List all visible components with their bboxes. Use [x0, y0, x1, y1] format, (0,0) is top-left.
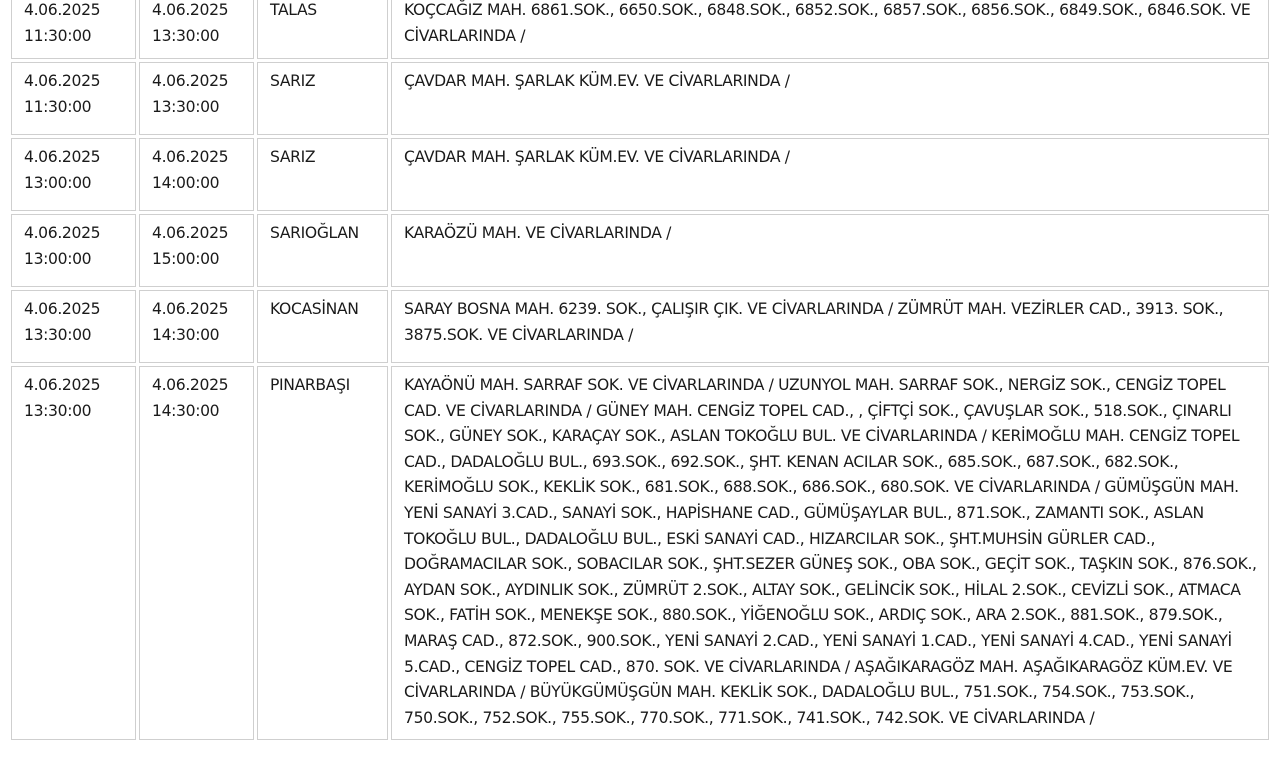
table-row	[11, 138, 1269, 211]
end-time-cell: 4.06.2025 14:00:00	[139, 138, 254, 211]
district-cell: SARIOĞLAN	[257, 214, 388, 287]
start-time-cell: 4.06.2025 13:00:00	[11, 138, 136, 211]
table-row	[11, 366, 1269, 740]
affected-area-cell: KARAÖZÜ MAH. VE CİVARLARINDA /	[391, 214, 1269, 287]
start-time-cell: 4.06.2025 13:30:00	[11, 290, 136, 363]
district-cell: TALAS	[257, 0, 388, 59]
table-row	[11, 0, 1269, 59]
table-row	[11, 290, 1269, 363]
affected-area-cell: ÇAVDAR MAH. ŞARLAK KÜM.EV. VE CİVARLARINDA /	[391, 138, 1269, 211]
table-row	[11, 214, 1269, 287]
start-time-cell: 4.06.2025 13:30:00	[11, 366, 136, 740]
power-outage-table	[8, 0, 1272, 743]
end-time-cell: 4.06.2025 13:30:00	[139, 0, 254, 59]
district-cell: SARIZ	[257, 62, 388, 135]
end-time-cell: 4.06.2025 15:00:00	[139, 214, 254, 287]
end-time-cell: 4.06.2025 13:30:00	[139, 62, 254, 135]
end-time-cell: 4.06.2025 14:30:00	[139, 290, 254, 363]
affected-area-cell: ÇAVDAR MAH. ŞARLAK KÜM.EV. VE CİVARLARINDA /	[391, 62, 1269, 135]
affected-area-cell: KOÇCAĞIZ MAH. 6861.SOK., 6650.SOK., 6848.SOK., 6852.SOK., 6857.SOK., 6856.SOK., 6849.SOK., 6846.SOK. VE CİVARLARINDA /	[391, 0, 1269, 59]
district-cell: SARIZ	[257, 138, 388, 211]
affected-area-cell: SARAY BOSNA MAH. 6239. SOK., ÇALIŞIR ÇIK. VE CİVARLARINDA / ZÜMRÜT MAH. VEZİRLER CAD., 3913. SOK., 3875.SOK. VE CİVARLARINDA /	[391, 290, 1269, 363]
district-cell: KOCASİNAN	[257, 290, 388, 363]
affected-area-cell: KAYAÖNÜ MAH. SARRAF SOK. VE CİVARLARINDA / UZUNYOL MAH. SARRAF SOK., NERGİZ SOK., CENGİZ TOPEL CAD. VE CİVARLARINDA / GÜNEY MAH. CENGİZ TOPEL CAD., , ÇİFTÇİ SOK., ÇAVUŞLAR SOK., 518.SOK., ÇINARLI SOK., GÜNEY SOK., KARAÇAY SOK., ASLAN TOKOĞLU BUL. VE CİVARLARINDA / KERİMOĞLU MAH. CENGİZ TOPEL CAD., DADALOĞLU BUL., 693.SOK., 692.SOK., ŞHT. KENAN ACILAR SOK., 685.SOK., 687.SOK., 682.SOK., KERİMOĞLU SOK., KEKLİK SOK., 681.SOK., 688.SOK., 686.SOK., 680.SOK. VE CİVARLARINDA / GÜMÜŞGÜN MAH. YENİ SANAYİ 3.CAD., SANAYİ SOK., HAPİSHANE CAD., GÜMÜŞAYLAR BUL., 871.SOK., ZAMANTI SOK., ASLAN TOKOĞLU BUL., DADALOĞLU BUL., ESKİ SANAYİ CAD., HIZARCILAR SOK., ŞHT.MUHSİN GÜRLER CAD., DOĞRAMACILAR SOK., SOBACILAR SOK., ŞHT.SEZER GÜNEŞ SOK., OBA SOK., GEÇİT SOK., TAŞKIN SOK., 876.SOK., AYDAN SOK., AYDINLIK SOK., ZÜMRÜT 2.SOK., ALTAY SOK., GELİNCİK SOK., HİLAL 2.SOK., CEVİZLİ SOK., ATMACA SOK., FATİH SOK., MENEKŞE SOK., 880.SOK., YİĞENOĞLU SOK., ARDIÇ SOK., ARA 2.SOK., 881.SOK., 879.SOK., MARAŞ CAD., 872.SOK., 900.SOK., YENİ SANAYİ 2.CAD., YENİ SANAYİ 1.CAD., YENİ SANAYİ 4.CAD., YENİ SANAYİ 5.CAD., CENGİZ TOPEL CAD., 870. SOK. VE CİVARLARINDA / AŞAĞIKARAGÖZ MAH. AŞAĞIKARAGÖZ KÜM.EV. VE CİVARLARINDA / BÜYÜKGÜMÜŞGÜN MAH. KEKLİK SOK., DADALOĞLU BUL., 751.SOK., 754.SOK., 753.SOK., 750.SOK., 752.SOK., 755.SOK., 770.SOK., 771.SOK., 741.SOK., 742.SOK. VE CİVARLARINDA /	[391, 366, 1269, 740]
start-time-cell: 4.06.2025 11:30:00	[11, 0, 136, 59]
start-time-cell: 4.06.2025 13:00:00	[11, 214, 136, 287]
table-row	[11, 62, 1269, 135]
start-time-cell: 4.06.2025 11:30:00	[11, 62, 136, 135]
district-cell: PINARBAŞI	[257, 366, 388, 740]
end-time-cell: 4.06.2025 14:30:00	[139, 366, 254, 740]
